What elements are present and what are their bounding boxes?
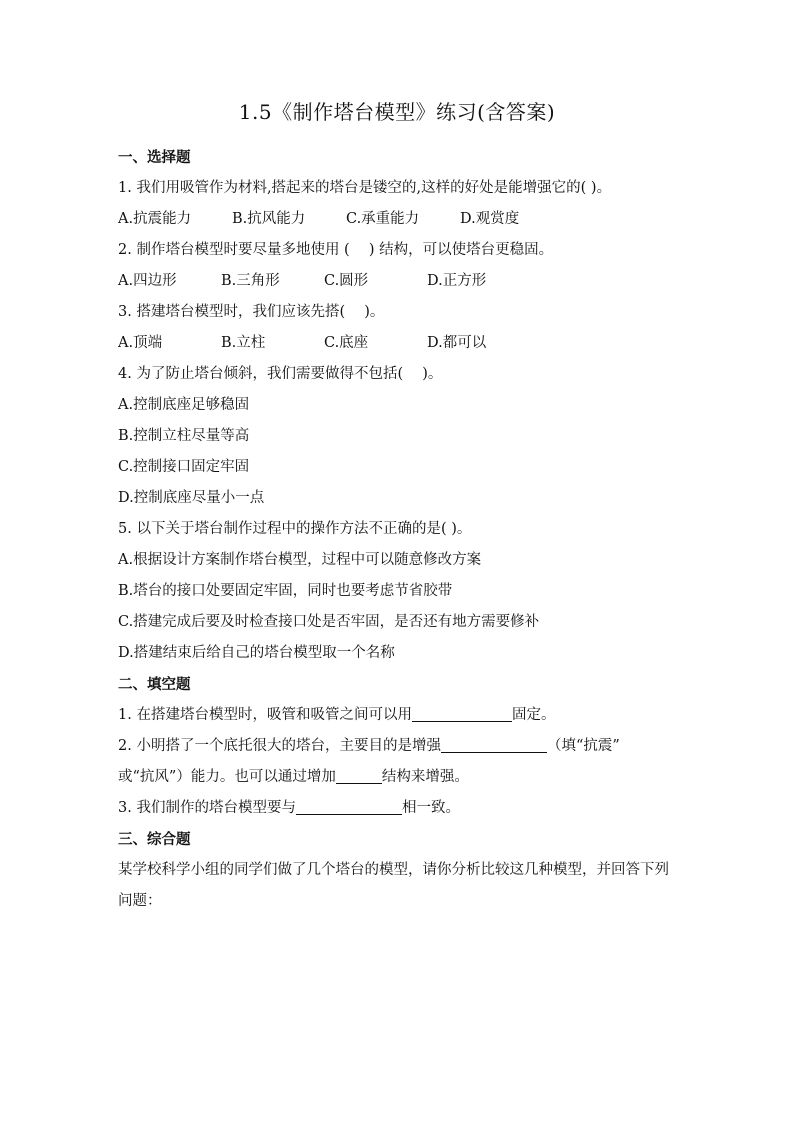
section-heading-fill-blank: 二、填空题 <box>118 676 191 693</box>
option-b: B.塔台的接口处要固定牢固，同时也要考虑节省胶带 <box>118 583 453 599</box>
question-4-stem: 4. 为了防止塔台倾斜，我们需要做得不包括( )。 <box>118 366 443 382</box>
document-body <box>118 142 688 917</box>
option-d: D.控制底座尽量小一点 <box>118 490 265 506</box>
option-d: D.正方形 <box>427 273 487 289</box>
option-a: A.抗震能力 <box>118 211 192 227</box>
option-a: A.四边形 <box>118 273 177 289</box>
fill-question-2-line-2 <box>118 762 688 793</box>
option-c: C.承重能力 <box>346 211 420 227</box>
answer-blank <box>412 705 512 722</box>
option-c: C.搭建完成后要及时检查接口处是否牢固，是否还有地方需要修补 <box>118 614 540 630</box>
section-heading-choice: 一、选择题 <box>118 149 191 166</box>
fill-question-2-middle: （填“抗震” <box>546 738 620 754</box>
fill-question-2-line2-before: 或“抗风”）能力。也可以通过增加 <box>118 769 336 785</box>
option-a: A.根据设计方案制作塔台模型，过程中可以随意修改方案 <box>118 552 482 568</box>
option-c: C.圆形 <box>324 273 369 289</box>
section-heading-comprehensive: 三、综合题 <box>118 831 191 848</box>
option-c: C.控制接口固定牢固 <box>118 459 250 475</box>
option-a: A.控制底座足够稳固 <box>118 397 250 413</box>
fill-question-2 <box>118 731 688 762</box>
question-3-stem: 3. 搭建塔台模型时，我们应该先搭( )。 <box>118 304 385 320</box>
fill-question-3 <box>118 793 688 824</box>
option-b: B.三角形 <box>221 273 280 289</box>
option-b: B.立柱 <box>221 335 266 351</box>
answer-blank <box>441 736 547 753</box>
fill-question-1-after: 固定。 <box>511 707 556 723</box>
answer-blank <box>336 767 382 784</box>
option-c: C.底座 <box>324 335 369 351</box>
answer-blank <box>296 798 402 815</box>
fill-question-1 <box>118 700 688 731</box>
option-b: B.抗风能力 <box>232 211 306 227</box>
option-a: A.顶端 <box>118 335 163 351</box>
comprehensive-intro-paragraph: 某学校科学小组的同学们做了几个塔台的模型，请你分析比较这几种模型，并回答下列问题： <box>118 862 669 909</box>
page-title: 1.5《制作塔台模型》练习(含答案) <box>238 100 556 124</box>
fill-question-1-before: 1. 在搭建塔台模型时，吸管和吸管之间可以用 <box>118 707 412 723</box>
question-2-stem: 2. 制作塔台模型时要尽量多地使用 ( ) 结构，可以使塔台更稳固。 <box>118 242 554 258</box>
fill-question-3-before: 3. 我们制作的塔台模型要与 <box>118 800 296 816</box>
fill-question-3-after: 相一致。 <box>401 800 460 816</box>
question-1-options <box>118 204 688 235</box>
fill-question-2-line2-after: 结构来增强。 <box>381 769 469 785</box>
option-d: D.都可以 <box>427 335 487 351</box>
option-d: D.搭建结束后给自己的塔台模型取一个名称 <box>118 645 395 661</box>
fill-question-2-before: 2. 小明搭了一个底托很大的塔台，主要目的是增强 <box>118 738 441 754</box>
option-b: B.控制立柱尽量等高 <box>118 428 250 444</box>
question-5-stem: 5. 以下关于塔台制作过程中的操作方法不正确的是( )。 <box>118 521 472 537</box>
question-3-options <box>118 328 688 359</box>
question-2-options <box>118 266 688 297</box>
option-d: D.观赏度 <box>460 211 520 227</box>
question-1-stem: 1. 我们用吸管作为材料,搭起来的塔台是镂空的,这样的好处是能增强它的( )。 <box>118 180 612 196</box>
